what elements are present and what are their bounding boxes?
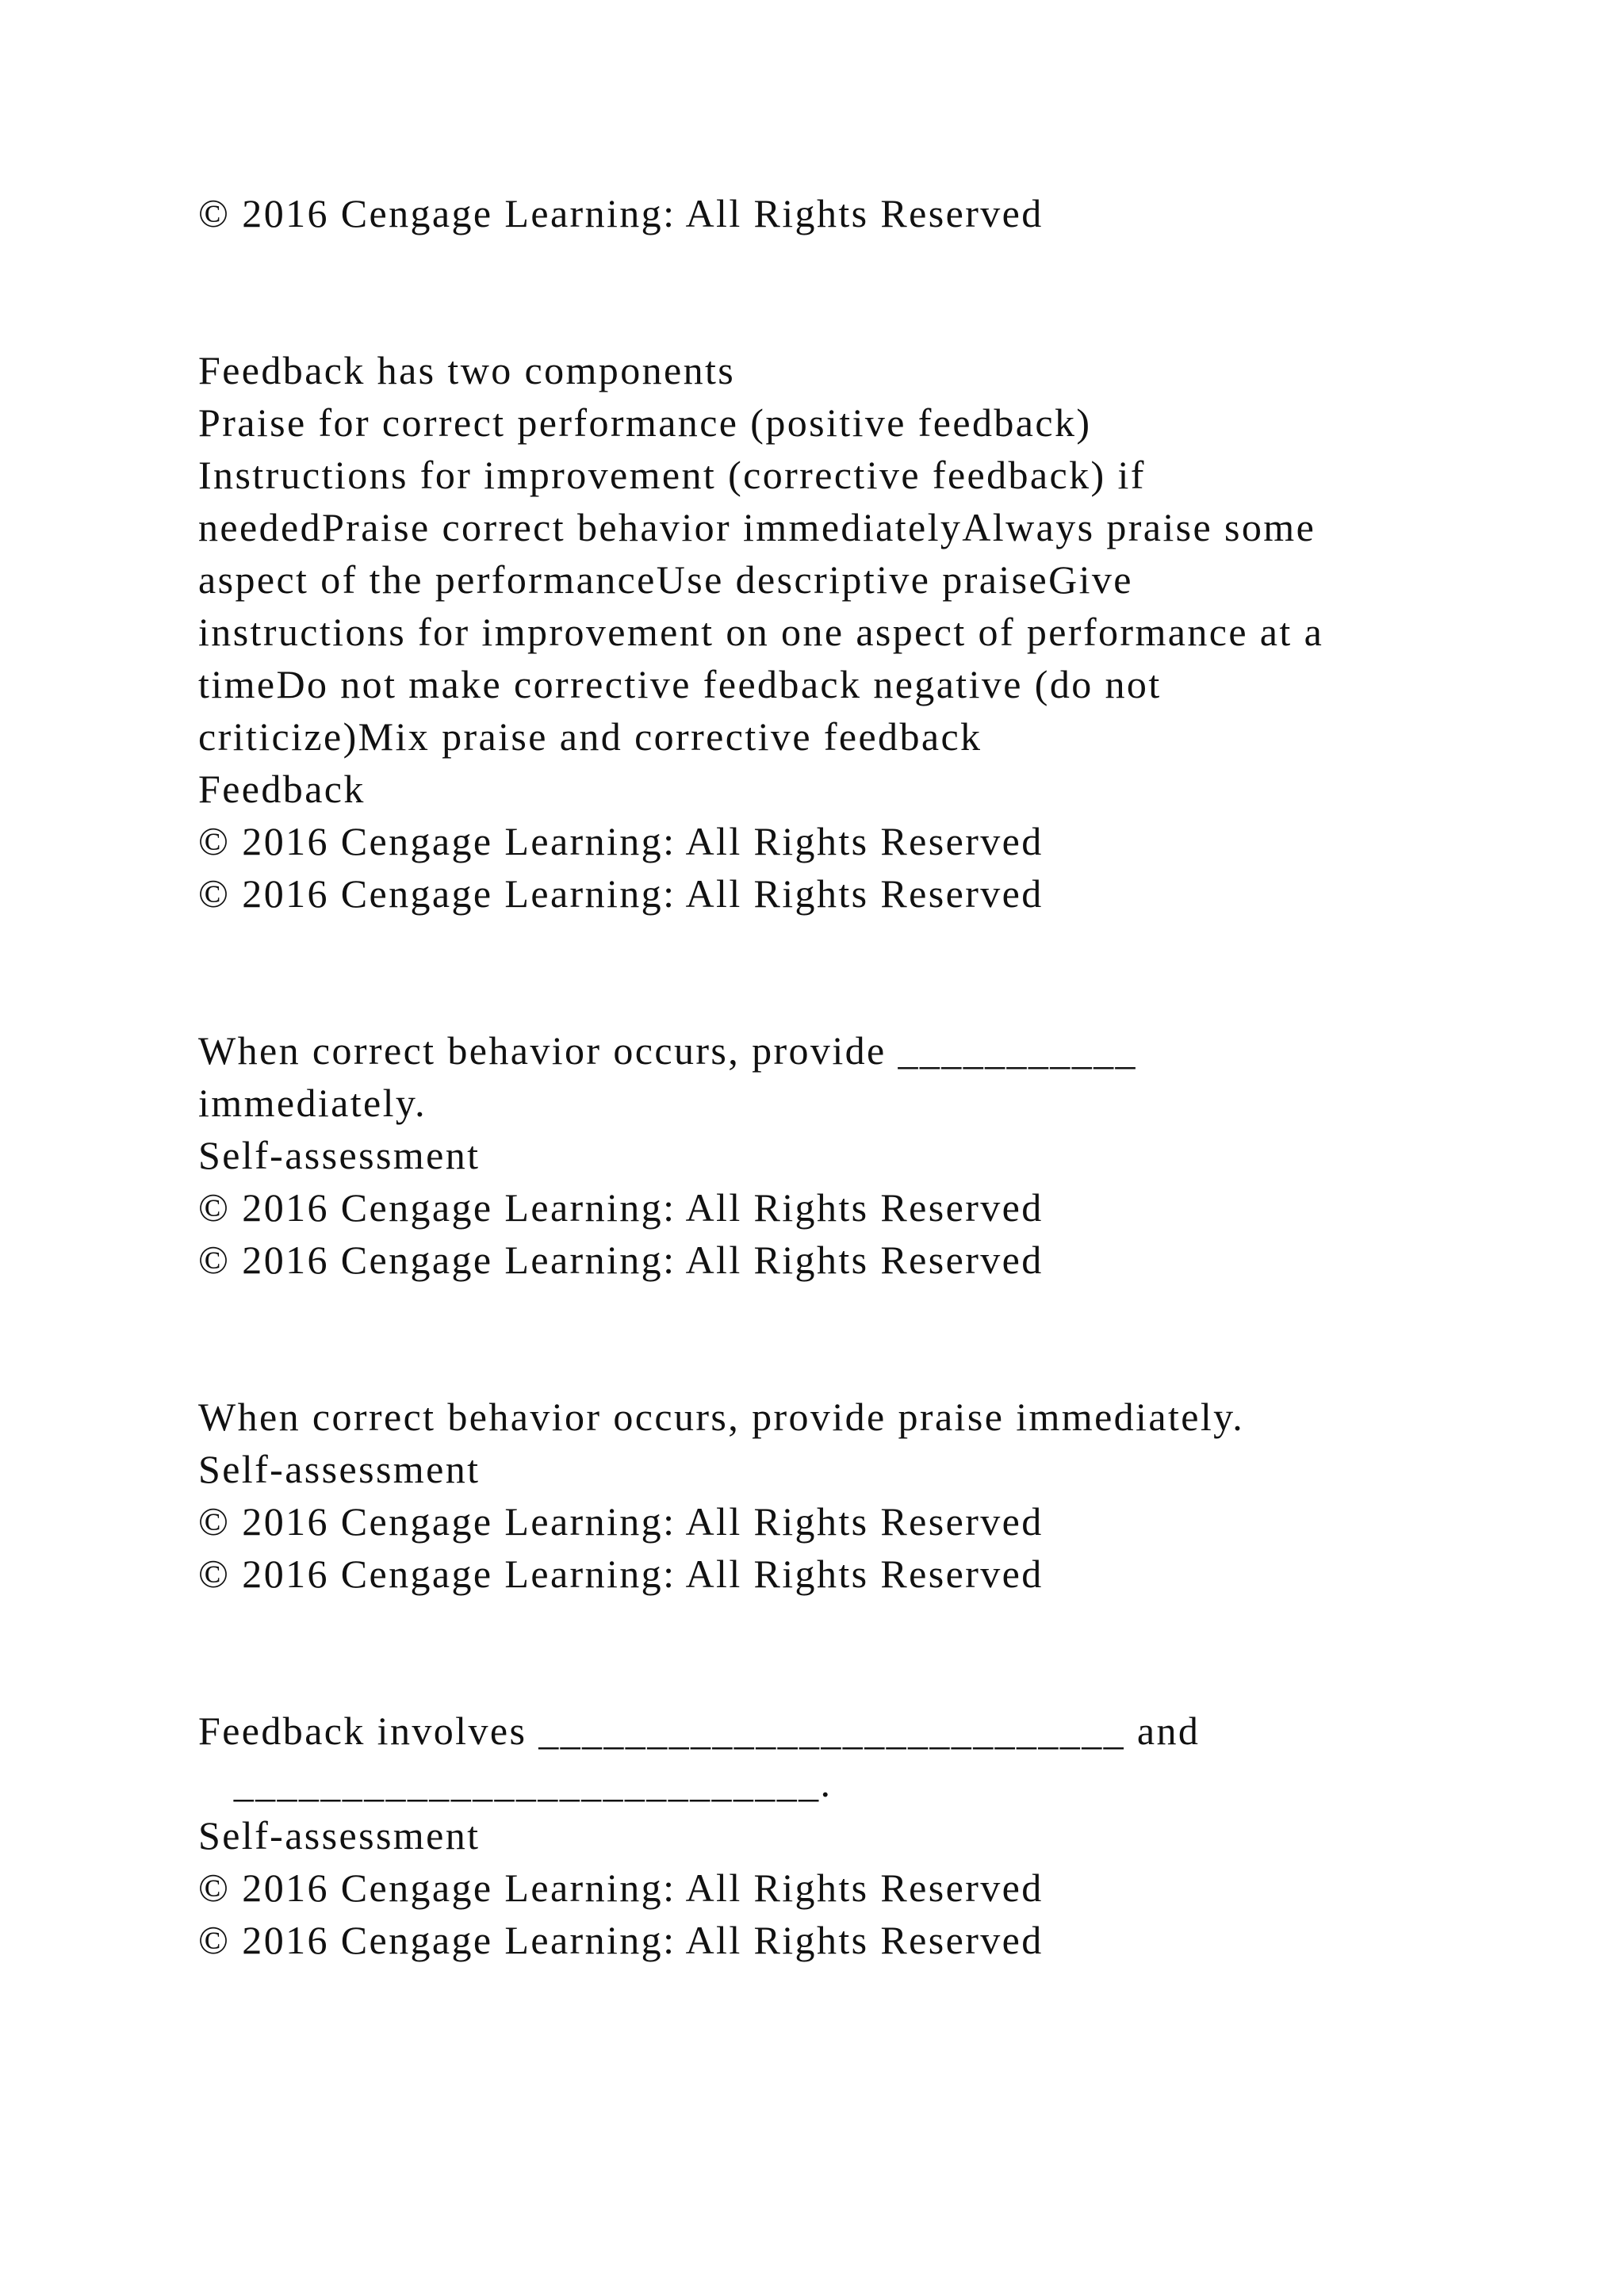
copyright-line: © 2016 Cengage Learning: All Rights Reserved: [198, 1238, 1044, 1282]
answer-line: When correct behavior occurs, provide praise immediately.: [198, 1395, 1245, 1439]
body-line: criticize)Mix praise and corrective feedback: [198, 714, 982, 759]
blank-line: [198, 1286, 1499, 1338]
slide-title-feedback: Feedback: [198, 767, 366, 811]
slide-title-self-assessment: Self-assessment: [198, 1133, 481, 1177]
blank-line: [198, 1652, 1499, 1705]
copyright-line: © 2016 Cengage Learning: All Rights Reserved: [198, 1918, 1044, 1962]
blank-line: [198, 920, 1499, 972]
copyright-line: © 2016 Cengage Learning: All Rights Reserved: [198, 1866, 1044, 1910]
body-line: aspect of the performanceUse descriptive praiseGive: [198, 557, 1133, 602]
copyright-line: © 2016 Cengage Learning: All Rights Reserved: [198, 191, 1044, 235]
body-line: timeDo not make corrective feedback negative (do not: [198, 662, 1162, 706]
question-line: When correct behavior occurs, provide ___________: [198, 1028, 1137, 1073]
document-text: [198, 187, 1499, 1966]
section-heading-feedback-components: Feedback has two components: [198, 348, 736, 392]
blank-line: [198, 1600, 1499, 1652]
body-line: instructions for improvement on one aspect of performance at a: [198, 610, 1324, 654]
blank-line: [198, 239, 1499, 292]
body-line: Praise for correct performance (positive feedback): [198, 400, 1092, 445]
blank-line: [198, 1338, 1499, 1391]
copyright-line: © 2016 Cengage Learning: All Rights Reserved: [198, 871, 1044, 916]
slide-title-self-assessment: Self-assessment: [198, 1447, 481, 1491]
blank-line: [198, 292, 1499, 344]
slide-title-self-assessment: Self-assessment: [198, 1813, 481, 1858]
copyright-line: © 2016 Cengage Learning: All Rights Reserved: [198, 819, 1044, 863]
copyright-line: © 2016 Cengage Learning: All Rights Reserved: [198, 1185, 1044, 1230]
copyright-line: © 2016 Cengage Learning: All Rights Reserved: [198, 1499, 1044, 1544]
blank-line: [198, 972, 1499, 1024]
body-line: Instructions for improvement (corrective feedback) if: [198, 453, 1146, 497]
body-line: neededPraise correct behavior immediatelyAlways praise some: [198, 505, 1316, 549]
copyright-line: © 2016 Cengage Learning: All Rights Reserved: [198, 1552, 1044, 1596]
question-line: Feedback involves ___________________________ and: [198, 1709, 1201, 1753]
question-line: ___________________________.: [198, 1761, 833, 1805]
question-line: immediately.: [198, 1081, 427, 1125]
